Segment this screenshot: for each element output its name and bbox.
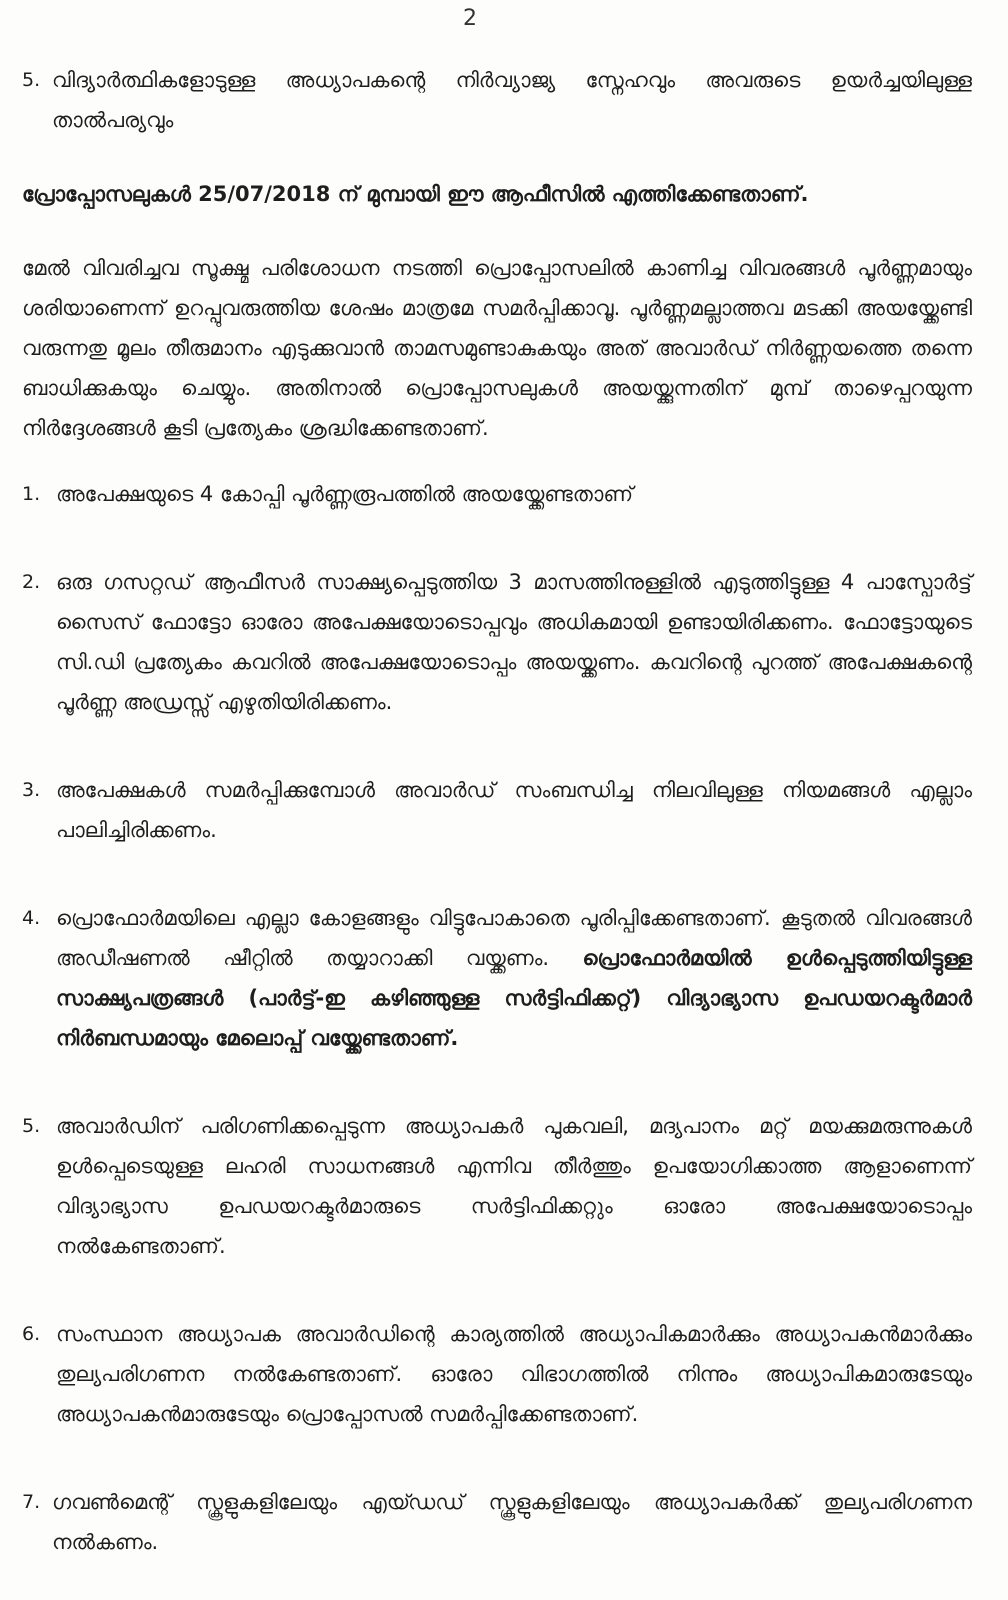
criterion-item-5 — [22, 60, 972, 140]
rule-item-4 — [22, 898, 972, 1058]
rule-item-3 — [22, 770, 972, 850]
rule-text: അപേക്ഷകൾ സമർപ്പിക്കുമ്പോൾ അവാർഡ് സംബന്ധിച്ച നിലവിലുള്ള നിയമങ്ങൾ എല്ലാം പാലിച്ചിരിക്കണം. — [56, 778, 972, 842]
rule-text: അപേക്ഷയുടെ 4 കോപ്പി പൂർണ്ണരൂപത്തിൽ അയയ്ക്കേണ്ടതാണ് — [56, 482, 634, 506]
rule-number: 1. — [22, 483, 41, 505]
rule-item-6 — [22, 1314, 972, 1434]
rule-text-block — [56, 898, 972, 1058]
rule-number: 5. — [22, 1115, 41, 1137]
rule-number: 3. — [22, 779, 41, 801]
rule-text: സംസ്ഥാന അധ്യാപക അവാർഡിന്റെ കാര്യത്തിൽ അധ്യാപികമാർക്കും അധ്യാപകൻമാർക്കും തുല്യപരിഗണന നൽകേണ്ടതാണ്. ഓരോ വിഭാഗത്തിൽ നിന്നും അധ്യാപികമാരുടേയും അധ്യാപകൻമാരുടേയും പ്രൊപ്പോസൽ സമർപ്പിക്കേണ്ടതാണ്. — [56, 1322, 972, 1426]
deadline-notice: പ്രോപ്പോസലുകൾ 25/07/2018 ന് മുമ്പായി ഈ ആഫീസിൽ എത്തിക്കേണ്ടതാണ്. — [22, 182, 809, 206]
rule-text: അവാർഡിന് പരിഗണിക്കപ്പെടുന്ന അധ്യാപകർ പുകവലി, മദ്യപാനം മറ്റ് മയക്കുമരുന്നുകൾ ഉൾപ്പെടെയുള്ള ലഹരി സാധനങ്ങൾ എന്നിവ തീർത്തും ഉപയോഗിക്കാത്ത ആളാണെന്ന് വിദ്യാഭ്യാസ ഉപഡയറക്ടർമാരുടെ സർട്ടിഫിക്കറ്റും ഓരോ അപേക്ഷയോടൊപ്പം നൽകേണ്ടതാണ്. — [56, 1114, 972, 1258]
rule-text: ഗവൺമെന്റ് സ്കൂളുകളിലേയും എയ്ഡഡ് സ്കൂളുകളിലേയും അധ്യാപകർക്ക് തുല്യപരിഗണന നൽകണം. — [52, 1490, 972, 1554]
item-text: വിദ്യാർത്ഥികളോടുള്ള അധ്യാപകന്റെ നിർവ്യാജ്യ സ്നേഹവും അവരുടെ ഉയർച്ചയിലുള്ള താൽപര്യവും — [52, 68, 972, 132]
rule-number: 6. — [22, 1323, 41, 1345]
document-body — [22, 60, 972, 1562]
rule-item-5 — [22, 1106, 972, 1266]
rule-number: 7. — [22, 1491, 41, 1513]
rule-text: പ്രൊഫോർമയിലെ എല്ലാ കോളങ്ങളും വിട്ടുപോകാതെ പൂരിപ്പിക്കേണ്ടതാണ്. കൂടുതൽ വിവരങ്ങൾ അഡീഷണൽ ഷീറ്റിൽ തയ്യാറാക്കി വയ്ക്കണം. — [56, 906, 972, 970]
rule-number: 2. — [22, 571, 41, 593]
rule-text: ഒരു ഗസറ്റഡ് ആഫീസർ സാക്ഷ്യപ്പെടുത്തിയ 3 മാസത്തിനുള്ളിൽ എടുത്തിട്ടുള്ള 4 പാസ്പോർട്ട് സൈസ് ഫോട്ടോ ഓരോ അപേക്ഷയോടൊപ്പവും അധികമായി ഉണ്ടായിരിക്കണം. ഫോട്ടോയുടെ സി.ഡി പ്രത്യേകം കവറിൽ അപേക്ഷയോടൊപ്പം അയയ്ക്കണം. കവറിന്റെ പുറത്ത് അപേക്ഷകന്റെ പൂർണ്ണ അഡ്രസ്സ് എഴുതിയിരിക്കണം. — [56, 570, 972, 714]
rule-bold-text: പ്രൊഫോർമയിൽ ഉൾപ്പെടുത്തിയിട്ടുള്ള സാക്ഷ്യപത്രങ്ങൾ (പാർട്ട്-ഇ കഴിഞ്ഞുള്ള സർട്ടിഫിക്കറ്റ്) വിദ്യാഭ്യാസ ഉപഡയറക്ടർമാർ നിർബന്ധമായും മേലൊപ്പ് വയ്ക്കേണ്ടതാണ്. — [56, 946, 972, 1050]
item-number: 5. — [22, 69, 41, 91]
rule-number: 4. — [22, 907, 41, 929]
rule-item-7 — [22, 1482, 972, 1562]
rule-item-1 — [22, 474, 972, 514]
rule-item-2 — [22, 562, 972, 722]
instructions-paragraph: മേൽ വിവരിച്ചവ സൂക്ഷ്മ പരിശോധന നടത്തി പ്രൊപ്പോസലിൽ കാണിച്ച വിവരങ്ങൾ പൂർണ്ണമായും ശരിയാണെന്ന് ഉറപ്പുവരുത്തിയ ശേഷം മാത്രമേ സമർപ്പിക്കാവൂ. പൂർണ്ണമല്ലാത്തവ മടക്കി അയയ്ക്കേണ്ടി വരുന്നതു മൂലം തീരുമാനം എടുക്കുവാൻ താമസമുണ്ടാകുകയും അത് അവാർഡ് നിർണ്ണയത്തെ തന്നെ ബാധിക്കുകയും ചെയ്യും. അതിനാൽ പ്രൊപ്പോസലുകൾ അയയ്ക്കുന്നതിന് മുമ്പ് താഴെപ്പറയുന്ന നിർദ്ദേശങ്ങൾ കൂടി പ്രത്യേകം ശ്രദ്ധിക്കേണ്ടതാണ്. — [22, 256, 972, 440]
page-number: 2 — [463, 6, 477, 31]
